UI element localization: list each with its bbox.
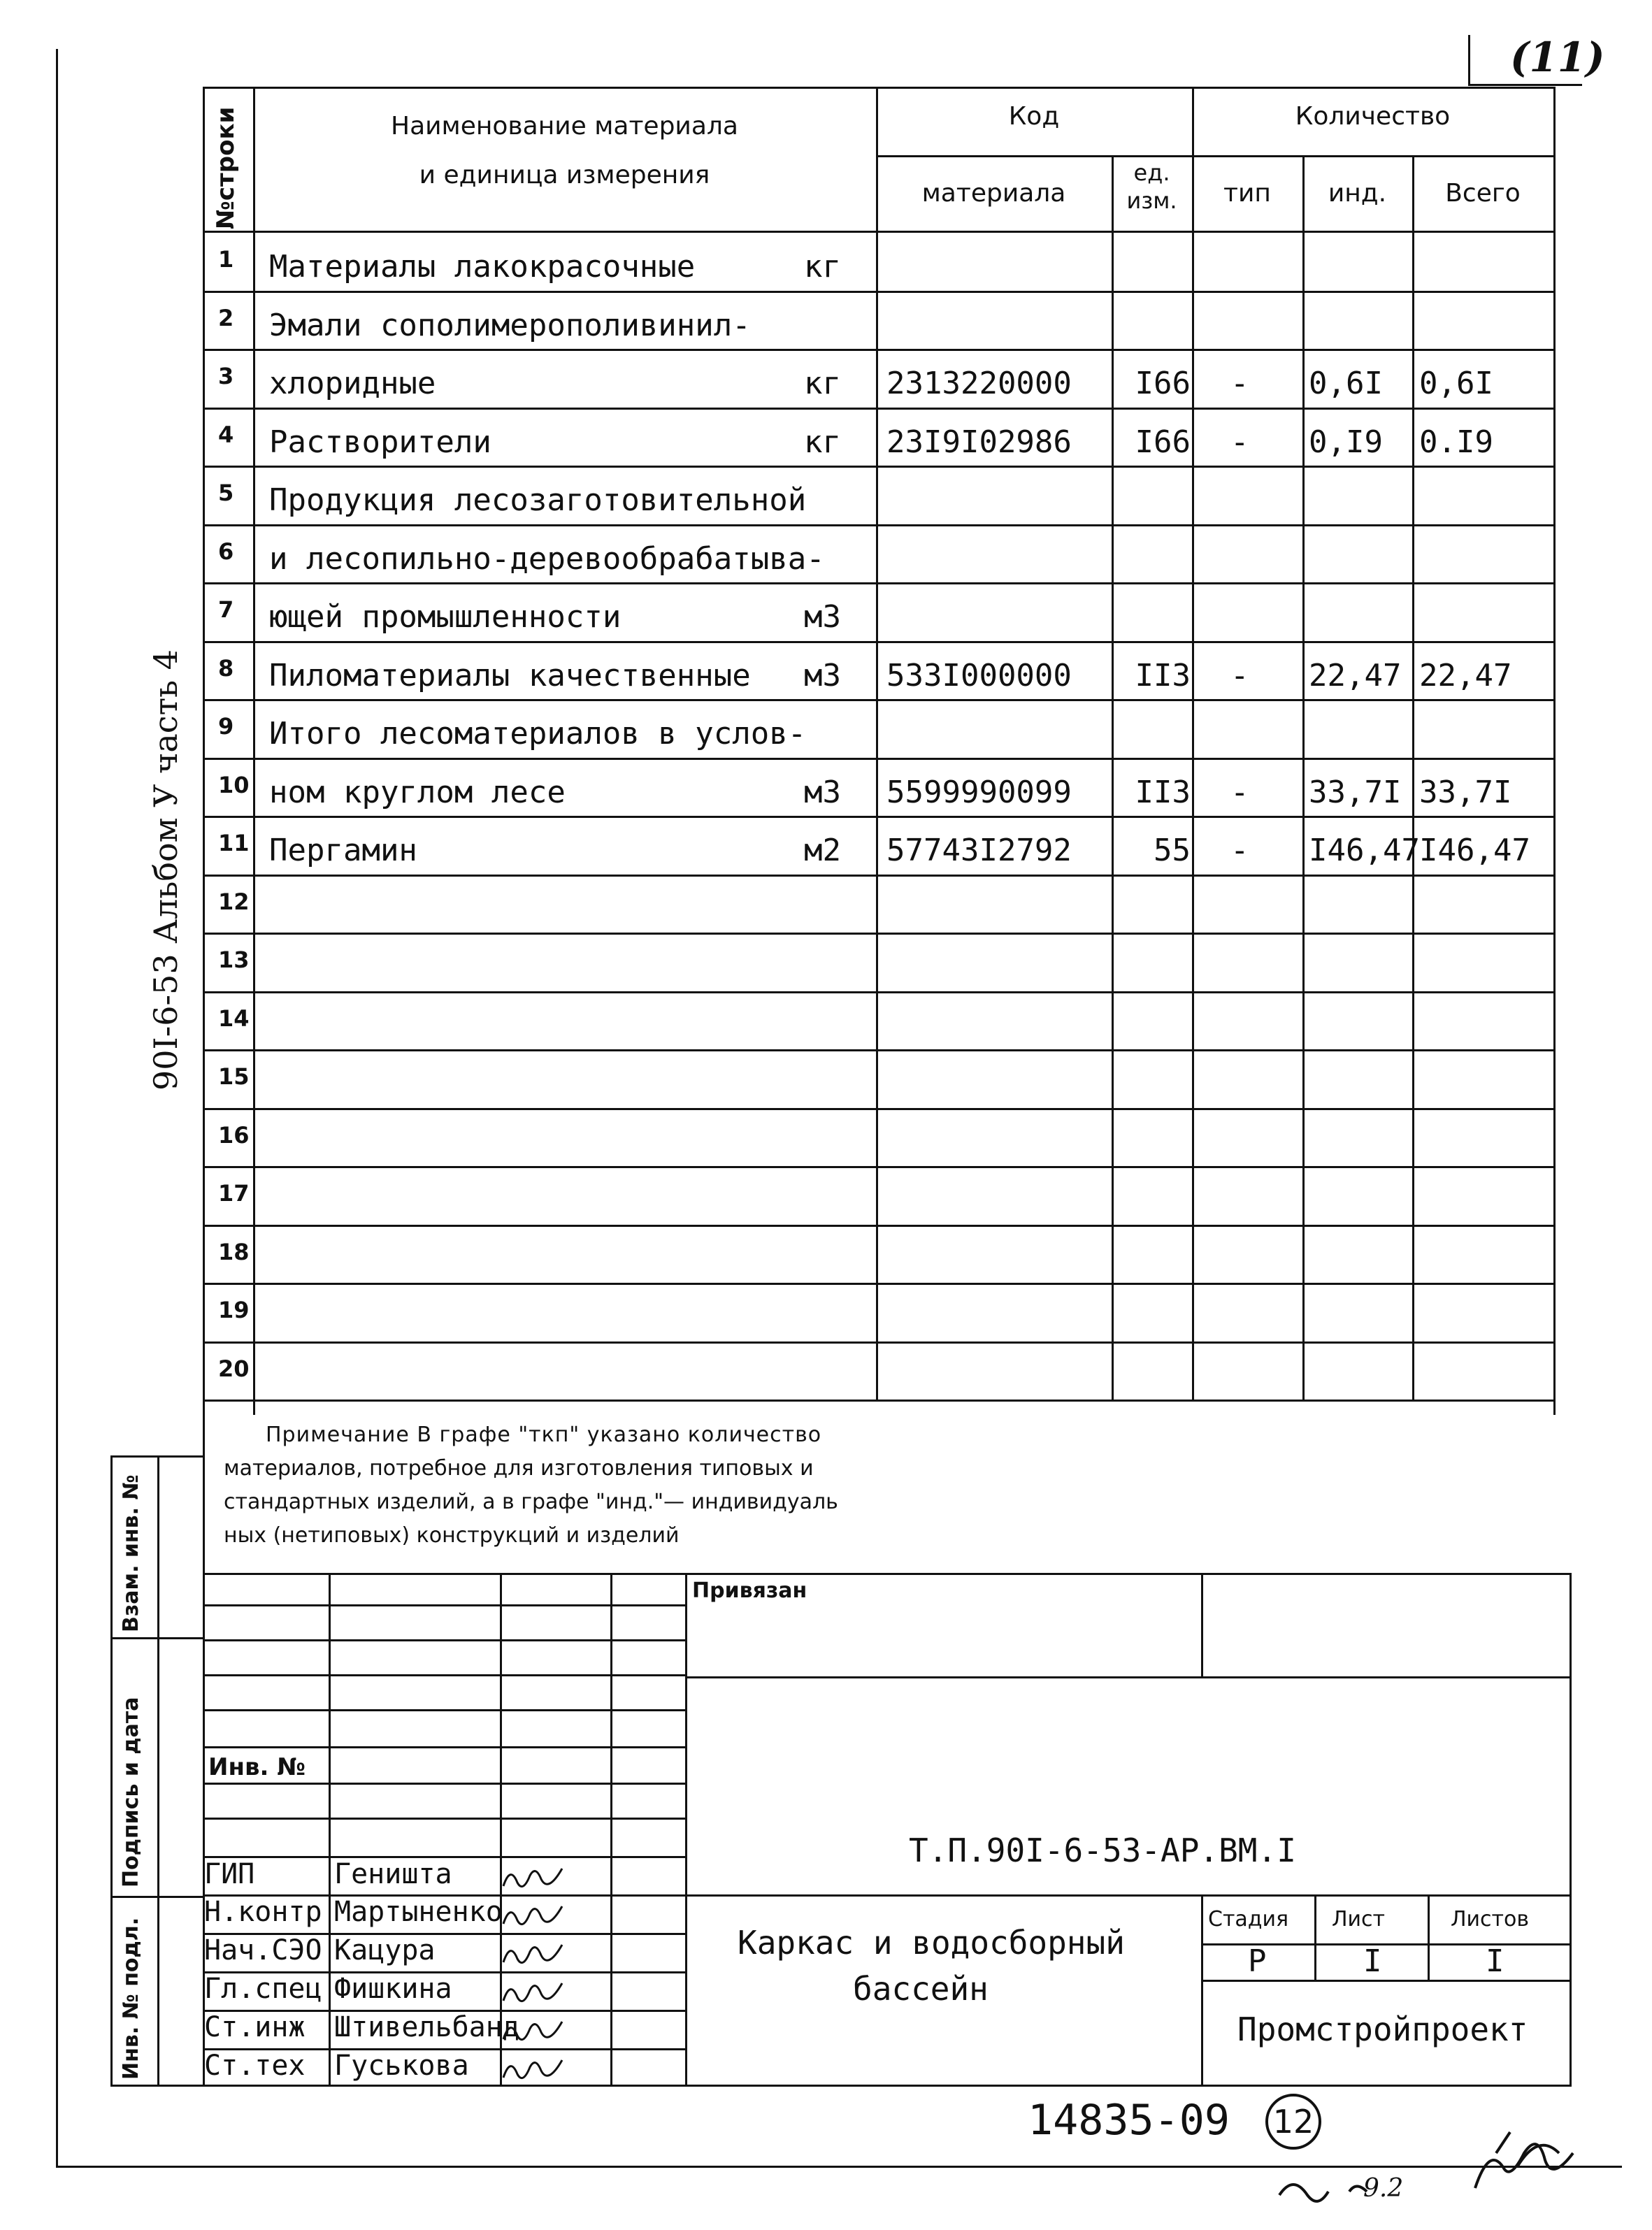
header-qty-total: Всего <box>1445 179 1521 208</box>
row-number: 4 <box>218 421 234 448</box>
organization: Промстройпроект <box>1237 2010 1528 2048</box>
footer-note: 9.2 <box>1363 2174 1404 2203</box>
page-number: (11) <box>1510 34 1605 81</box>
cell-unit: м3 <box>804 657 841 693</box>
note-line-3: стандартных изделий, а в графе "инд."— индивидуаль <box>224 1490 838 1514</box>
note-line-4: ных (нетиповых) конструкций и изделий <box>224 1523 680 1548</box>
sheet-label: Лист <box>1332 1907 1386 1932</box>
cell-total: 0.I9 <box>1419 424 1493 460</box>
privyazan-bottom <box>685 1676 1572 1678</box>
signature-icon <box>500 1938 570 1969</box>
signer-role: ГИП <box>204 1858 255 1890</box>
grid-h4 <box>203 1709 685 1711</box>
row-line <box>203 291 1556 293</box>
row-line <box>203 408 1556 410</box>
side-sep-2 <box>110 1896 203 1898</box>
cell-typ: - <box>1230 774 1249 810</box>
row-line <box>203 466 1556 468</box>
row-line <box>203 1166 1556 1168</box>
grid-h2 <box>203 1639 685 1641</box>
signer-role: Н.контр <box>204 1896 322 1928</box>
side-label-vzam: Взам. инв. № <box>119 1474 143 1632</box>
row-line <box>203 1108 1556 1110</box>
col-line-num <box>253 87 255 1415</box>
side-label-podpis: Подпись и дата <box>119 1697 143 1887</box>
cell-typ: - <box>1230 657 1249 693</box>
stamp-right <box>1570 1573 1572 2087</box>
cell-typ: - <box>1230 424 1249 460</box>
cell-code: 57743I2792 <box>886 833 1072 868</box>
cell-ind: 0,6I <box>1309 366 1383 401</box>
privyazan-split <box>1201 1573 1203 1678</box>
cell-name: Итого лесоматериалов в услов- <box>269 716 807 751</box>
row-line <box>203 699 1556 701</box>
row-line <box>203 875 1556 877</box>
cell-name: Растворители <box>269 424 491 460</box>
privyazan-label: Привязан <box>692 1578 807 1603</box>
grid-v2 <box>500 1573 502 1894</box>
cell-ucode: II3 <box>1135 774 1191 810</box>
signer-name: Штивельбанд <box>334 2011 519 2043</box>
cell-name: Эмали сополимерополивинил- <box>269 307 751 343</box>
footer-signature-icon <box>1265 2125 1601 2216</box>
signature-icon <box>500 2053 570 2085</box>
stage-col-2 <box>1428 1894 1430 1982</box>
sheets-value: I <box>1486 1943 1504 1979</box>
row-number: 12 <box>218 888 250 915</box>
row-line <box>203 1283 1556 1285</box>
cell-name: Материалы лакокрасочные <box>269 249 696 285</box>
cell-name: Пергамин <box>269 833 417 868</box>
header-mid-line <box>876 155 1554 157</box>
side-label-invpodl: Инв. № подл. <box>119 1917 143 2080</box>
header-code-material: материала <box>921 179 1066 208</box>
row-line <box>203 349 1556 351</box>
signer-name: Фишкина <box>334 1973 452 2005</box>
title-split <box>1201 1894 1203 2087</box>
cell-code: 533I000000 <box>886 657 1072 693</box>
row-number: 13 <box>218 947 250 973</box>
row-line <box>203 991 1556 993</box>
signature-icon <box>500 2015 570 2046</box>
col-line-typ <box>1302 155 1305 1401</box>
table-right-border <box>1553 87 1556 1415</box>
cell-total: I46,47 <box>1419 833 1530 868</box>
row-number: 7 <box>218 596 234 623</box>
col-line-code <box>1112 155 1114 1401</box>
cell-code: 23I9I02986 <box>886 424 1072 460</box>
circled-number-text: 12 <box>1272 2103 1314 2141</box>
signer-role: Гл.спец <box>204 1973 322 2005</box>
cell-name: и лесопильно-деревообрабатыва- <box>269 540 825 577</box>
signer-name: Мартыненко <box>334 1896 503 1928</box>
stamp-top <box>203 1573 1572 1575</box>
row-number: 5 <box>218 480 234 506</box>
note-line-1: Примечание В графе "ткп" указано количество <box>266 1423 822 1447</box>
row-line <box>203 582 1556 584</box>
row-line <box>203 524 1556 526</box>
row-line <box>203 1049 1556 1051</box>
signature-icon <box>500 1976 570 2008</box>
stamp-side-left <box>110 1455 113 2087</box>
row-line <box>203 758 1556 760</box>
cell-ucode: I66 <box>1135 424 1191 460</box>
title-line-1: Каркас и водосборный <box>738 1924 1125 1962</box>
cell-typ: - <box>1230 833 1249 868</box>
note-line-2: материалов, потребное для изготовления типовых и <box>224 1456 814 1481</box>
row-number: 3 <box>218 363 234 389</box>
header-unit-2: изм. <box>1126 187 1177 214</box>
row-line <box>203 933 1556 935</box>
cell-unit: кг <box>804 366 841 401</box>
stage-col-1 <box>1314 1894 1316 1982</box>
row-number: 15 <box>218 1063 250 1090</box>
document-code: Т.П.90I-6-53-АР.ВМ.I <box>909 1832 1296 1869</box>
signer-name: Кацура <box>334 1934 436 1966</box>
row-number: 9 <box>218 713 234 740</box>
cell-ucode: I66 <box>1135 366 1191 401</box>
cell-name: Продукция лесозаготовительной <box>269 482 807 518</box>
cell-unit: м3 <box>804 599 841 635</box>
inv-no-label: Инв. № <box>208 1753 306 1781</box>
sheets-label: Листов <box>1451 1907 1530 1932</box>
row-line <box>203 1400 1556 1402</box>
table-left-border <box>203 87 205 1415</box>
row-number: 1 <box>218 246 234 273</box>
cell-code: 5599990099 <box>886 774 1072 810</box>
cell-ucode: II3 <box>1135 657 1191 693</box>
cell-code: 2313220000 <box>886 366 1072 401</box>
cell-total: 22,47 <box>1419 657 1512 693</box>
cell-typ: - <box>1230 366 1249 401</box>
row-line <box>203 1341 1556 1344</box>
row-number: 20 <box>218 1355 250 1382</box>
cell-unit: кг <box>804 424 841 460</box>
signer-role: Нач.СЭО <box>204 1934 322 1966</box>
header-row-no: №строки <box>212 106 240 229</box>
cell-ind: 33,7I <box>1309 774 1402 810</box>
row-line <box>203 641 1556 643</box>
cell-total: 33,7I <box>1419 774 1512 810</box>
header-name-1: Наименование материала <box>391 112 738 141</box>
header-qty-ind: инд. <box>1328 179 1387 208</box>
row-line <box>203 816 1556 818</box>
stage-row-2 <box>1201 1980 1572 1982</box>
cell-name: ном круглом лесе <box>269 774 566 810</box>
side-title: 90I-6-53 Альбом У часть 4 <box>147 649 185 1091</box>
signature-icon <box>500 1899 570 1931</box>
row-number: 16 <box>218 1121 250 1149</box>
header-bottom-line <box>203 231 1556 233</box>
cell-unit: кг <box>804 249 841 285</box>
header-quantity: Количество <box>1295 102 1451 131</box>
cell-ind: 22,47 <box>1309 657 1402 693</box>
cell-name: ющей промышленности <box>269 599 622 635</box>
side-sep-1 <box>110 1637 203 1639</box>
stage-label: Стадия <box>1208 1907 1289 1932</box>
stage-value: Р <box>1248 1943 1267 1979</box>
row-line <box>203 1225 1556 1227</box>
sheet-value: I <box>1363 1943 1382 1979</box>
archive-number: 14835-09 <box>1028 2096 1230 2145</box>
header-code: Код <box>1008 102 1060 131</box>
row-number: 8 <box>218 654 234 682</box>
col-line-name <box>876 87 878 1401</box>
cell-name: Пиломатериалы качественные <box>269 657 751 693</box>
grid-h5 <box>203 1746 685 1748</box>
cell-ind: I46,47 <box>1309 833 1420 868</box>
row-number: 11 <box>218 830 250 856</box>
header-name-2: и единица измерения <box>419 161 710 189</box>
row-number: 14 <box>218 1005 250 1032</box>
cell-total: 0,6I <box>1419 366 1493 401</box>
signer-role: Ст.тех <box>204 2050 306 2082</box>
row-number: 19 <box>218 1297 250 1323</box>
grid-h3 <box>203 1674 685 1676</box>
header-unit-1: ед. <box>1133 159 1170 186</box>
row-number: 6 <box>218 538 234 565</box>
col-line-ucode <box>1192 87 1194 1401</box>
signer-name: Геништа <box>334 1858 452 1890</box>
cell-unit: м3 <box>804 774 841 810</box>
table-top-border <box>203 87 1556 89</box>
stamp-side-top <box>110 1455 203 1458</box>
cell-ind: 0,I9 <box>1309 424 1383 460</box>
header-qty-typ: тип <box>1223 179 1271 208</box>
title-line-2: бассейн <box>853 1970 989 2008</box>
row-number: 17 <box>218 1180 250 1207</box>
grid-v4 <box>685 1573 687 2087</box>
grid-h6 <box>203 1783 685 1785</box>
row-number: 2 <box>218 304 234 331</box>
cell-ucode: 55 <box>1154 833 1191 868</box>
signer-name: Гуськова <box>334 2050 469 2082</box>
row-number: 18 <box>218 1238 250 1265</box>
left-margin-line <box>56 49 58 2167</box>
grid-h7 <box>203 1818 685 1820</box>
row-number: 10 <box>218 771 250 798</box>
cell-name: хлоридные <box>269 366 436 401</box>
col-line-ind <box>1412 155 1414 1401</box>
cell-unit: м2 <box>804 833 841 868</box>
grid-h1 <box>203 1604 685 1606</box>
signer-role: Ст.инж <box>204 2011 306 2043</box>
signature-icon <box>500 1862 570 1893</box>
stamp-side-mid <box>157 1455 159 2087</box>
